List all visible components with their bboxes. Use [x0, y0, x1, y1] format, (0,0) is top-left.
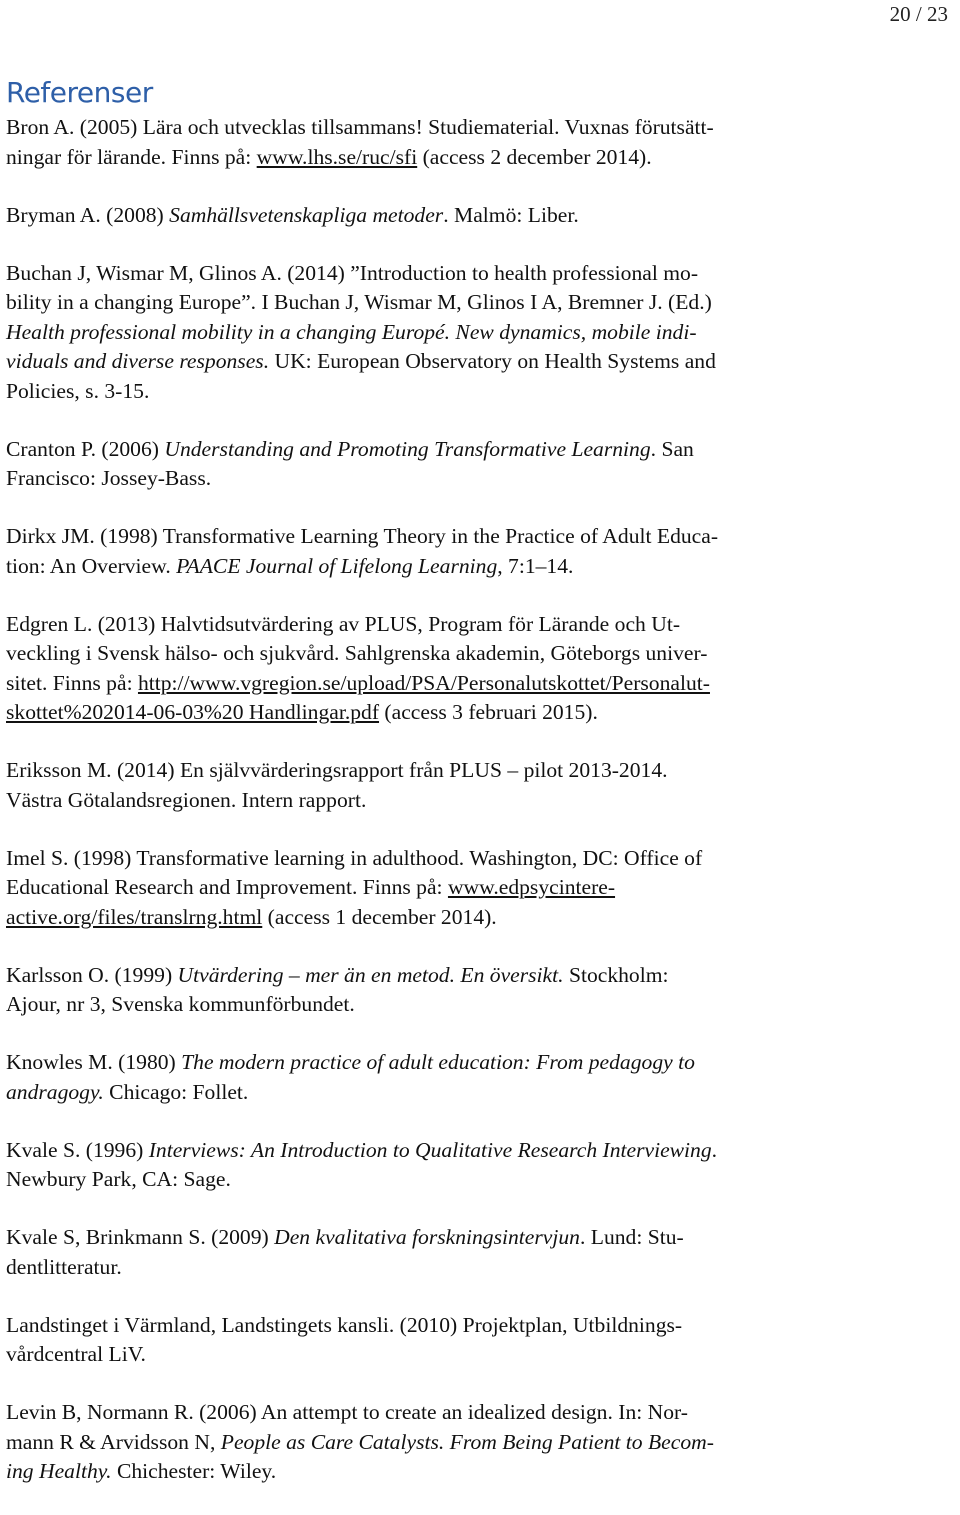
reference-text: veckling i Svensk hälso- och sjukvård. Sahlgrenska akademin, Göteborgs univer-: [6, 641, 708, 665]
reference-line: [6, 201, 846, 231]
reference-text: Imel S. (1998) Transformative learning in adulthood. Washington, DC: Office of: [6, 845, 703, 870]
reference-text: Policies, s. 3-15.: [6, 378, 150, 403]
reference-text: Kvale S. (1996): [6, 1137, 149, 1162]
reference-line: [6, 639, 846, 669]
reference-line: [6, 435, 846, 465]
reference-line: [6, 990, 846, 1020]
reference-text: Edgren L. (2013) Halvtidsutvärdering av PLUS, Program för Lärande och Ut-: [6, 611, 681, 636]
reference-text: ningar för lärande. Finns på:: [6, 144, 257, 169]
reference-line: [6, 610, 846, 640]
reference-text: Newbury Park, CA: Sage.: [6, 1167, 231, 1191]
reference-entry: [6, 1311, 846, 1370]
reference-text: Dirkx JM. (1998) Transformative Learning Theory in the Practice of Adult Educa-: [6, 524, 719, 548]
reference-text: Västra Götalandsregionen. Intern rapport.: [6, 787, 367, 812]
reference-entry: [6, 1048, 846, 1107]
reference-link[interactable]: www.lhs.se/ruc/sfi: [256, 144, 418, 169]
reference-line: [6, 1078, 846, 1108]
reference-text: , 7:1–14.: [497, 553, 574, 578]
reference-title: viduals and diverse responses.: [6, 349, 270, 373]
reference-entry: [6, 1223, 846, 1282]
reference-line: [6, 143, 846, 173]
reference-link[interactable]: active.org/files/translrng.html: [6, 904, 263, 929]
reference-line: [6, 1340, 846, 1370]
reference-entry: [6, 522, 846, 581]
reference-title: Understanding and Promoting Transformative Learning: [164, 436, 651, 461]
reference-line: [6, 113, 846, 143]
reference-text: Bron A. (2005) Lära och utvecklas tillsammans! Studiematerial. Vuxnas förutsätt-: [6, 115, 714, 139]
reference-entry: [6, 259, 846, 407]
reference-line: [6, 1223, 846, 1253]
reference-line: [6, 1428, 846, 1458]
reference-link[interactable]: skottet%202014-06-03%20 Handlingar.pdf: [6, 700, 380, 724]
reference-text: . Malmö: Liber.: [443, 202, 579, 227]
reference-text: bility in a changing Europe”. I Buchan J, Wismar M, Glinos I A, Bremner J. (Ed.): [6, 290, 712, 314]
reference-text: Bryman A. (2008): [6, 202, 170, 227]
reference-text: . San: [650, 436, 694, 461]
reference-line: [6, 669, 846, 699]
reference-text: Kvale S, Brinkmann S. (2009): [6, 1225, 275, 1249]
reference-text: Landstinget i Värmland, Landstingets kansli. (2010) Projektplan, Utbildnings-: [6, 1312, 683, 1337]
reference-link[interactable]: http://www.vgregion.se/upload/PSA/Personalutskottet/Personalut-: [137, 670, 710, 695]
reference-text: Educational Research and Improvement. Finns på:: [6, 875, 448, 899]
reference-title: Interviews: An Introduction to Qualitative Research Interviewing: [148, 1137, 712, 1162]
reference-text: Ajour, nr 3, Svenska kommunförbundet.: [6, 992, 355, 1016]
reference-line: [6, 1457, 846, 1487]
reference-line: [6, 259, 846, 289]
reference-title: PAACE Journal of Lifelong Learning: [176, 553, 498, 578]
reference-text: Chicago: Follet.: [103, 1079, 249, 1104]
reference-entry: [6, 113, 846, 172]
reference-text: (access 2 december 2014).: [417, 144, 652, 169]
reference-text: Levin B, Normann R. (2006) An attempt to create an idealized design. In: Nor-: [6, 1400, 688, 1424]
reference-title: Utvärdering – mer än en metod. En översikt.: [177, 962, 564, 987]
reference-text: Francisco: Jossey-Bass.: [6, 466, 212, 490]
reference-line: [6, 464, 846, 494]
reference-line: [6, 1165, 846, 1195]
reference-title: The modern practice of adult education: From pedagogy to: [181, 1050, 695, 1074]
reference-line: [6, 1048, 846, 1078]
reference-line: [6, 844, 846, 874]
reference-title: andragogy.: [6, 1079, 104, 1104]
reference-line: [6, 873, 846, 903]
reference-text: Buchan J, Wismar M, Glinos A. (2014) ”Introduction to health professional mo-: [6, 260, 699, 285]
reference-line: [6, 552, 846, 582]
reference-entry: [6, 844, 846, 933]
reference-entry: [6, 756, 846, 815]
reference-text: . Lund: Stu-: [579, 1225, 684, 1249]
reference-entry: [6, 1398, 846, 1487]
reference-text: dentlitteratur.: [6, 1254, 122, 1279]
reference-line: [6, 1311, 846, 1341]
reference-entry: [6, 435, 846, 494]
reference-line: [6, 786, 846, 816]
reference-text: (access 1 december 2014).: [262, 904, 497, 929]
reference-list: [6, 113, 846, 1515]
reference-text: .: [711, 1137, 718, 1162]
page-number: 20 / 23: [889, 2, 948, 26]
reference-title: Den kvalitativa forskningsintervjun: [274, 1225, 580, 1249]
reference-line: [6, 377, 846, 407]
reference-text: Knowles M. (1980): [6, 1050, 182, 1074]
reference-entry: [6, 961, 846, 1020]
reference-text: tion: An Overview.: [6, 553, 177, 578]
reference-line: [6, 1136, 846, 1166]
reference-line: [6, 961, 846, 991]
reference-entry: [6, 1136, 846, 1195]
reference-line: [6, 288, 846, 318]
reference-title: ing Healthy.: [6, 1459, 112, 1483]
reference-title: Samhällsvetenskapliga metoder: [169, 202, 444, 227]
reference-text: Karlsson O. (1999): [6, 962, 178, 987]
reference-link[interactable]: www.edpsycintere-: [447, 875, 616, 899]
reference-text: Eriksson M. (2014) En självvärderingsrapport från PLUS – pilot 2013-2014.: [6, 758, 668, 782]
reference-text: UK: European Observatory on Health Systems and: [269, 349, 716, 373]
reference-entry: [6, 610, 846, 728]
reference-text: vårdcentral LiV.: [6, 1342, 146, 1366]
reference-line: [6, 1398, 846, 1428]
reference-text: Cranton P. (2006): [6, 436, 165, 461]
reference-text: sitet. Finns på:: [6, 670, 138, 695]
reference-line: [6, 347, 846, 377]
reference-line: [6, 903, 846, 933]
reference-line: [6, 698, 846, 728]
reference-title: Health professional mobility in a changing Europé. New dynamics, mobile indi-: [6, 319, 697, 344]
reference-text: mann R & Arvidsson N,: [6, 1429, 221, 1454]
reference-entry: [6, 201, 846, 231]
reference-text: Stockholm:: [563, 962, 669, 987]
reference-text: Chichester: Wiley.: [111, 1459, 277, 1483]
reference-line: [6, 318, 846, 348]
reference-line: [6, 756, 846, 786]
reference-text: (access 3 februari 2015).: [379, 700, 598, 724]
reference-line: [6, 1253, 846, 1283]
reference-title: People as Care Catalysts. From Being Patient to Becom-: [220, 1429, 714, 1454]
reference-line: [6, 522, 846, 552]
page-title: Referenser: [6, 76, 153, 109]
